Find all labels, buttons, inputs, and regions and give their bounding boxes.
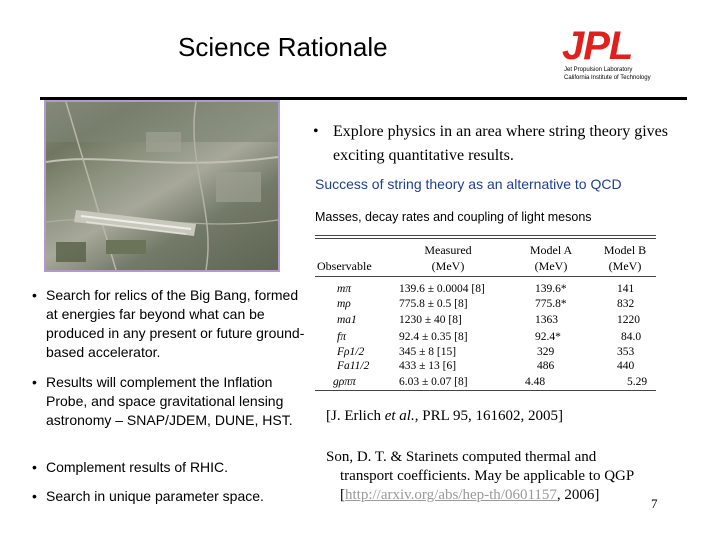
ref2-line3 [326,486,656,505]
ref2-line1: Son, D. T. & Starinets computed thermal and [326,449,597,465]
row-measured: 92.4 ± 0.35 [8] [399,331,468,343]
left-bullet-text: Search in unique parameter space. [46,488,264,504]
row-measured: 1230 ± 40 [8] [399,314,462,326]
header-model-a: Model A [529,243,573,257]
row-model-b: 5.29 [627,376,648,388]
row-measured: 433 ± 13 [6] [399,360,457,372]
row-obs: gρππ [333,376,356,388]
row-model-a: 92.4* [535,331,561,343]
row-model-a: 1363 [535,314,558,326]
jpl-logo-line2: California Institute of Technology [564,75,651,81]
ref2-post: , 2006] [556,487,600,503]
row-model-a: 329 [537,346,555,358]
row-model-a: 139.6* [535,283,567,295]
row-obs: mρ [337,298,351,310]
row-model-b: 440 [617,360,635,372]
row-model-b: 1220 [617,314,640,326]
left-bullet-text: Results will complement the Inflation Probe, and space gravitational lensing astronomy – SNAP/JDEM, DUNE, HST. [46,374,293,428]
bullet-marker: • [32,287,37,303]
bullet-marker: • [32,374,37,390]
row-model-a: 4.48 [525,376,546,388]
right-bullet [313,120,693,168]
ref2-line2: transport coefficients. May be applicable to QGP [340,468,635,484]
row-measured: 775.8 ± 0.5 [8] [399,298,468,310]
row-model-a: 486 [537,360,555,372]
left-bullet [32,286,310,362]
row-measured: 345 ± 8 [15] [399,346,457,358]
table-top-rule [315,235,656,236]
row-obs: Fa11/2 [337,360,370,372]
ref2-pre: [ [340,487,345,503]
son-reference [326,448,656,505]
bullet-marker: • [32,488,37,504]
left-bullet-text: Search for relics of the Big Bang, formed at energies far beyond what can be produced in any present or future ground-based accelerator. [46,287,305,360]
jpl-logo [562,26,662,82]
erlich-reference [326,408,563,425]
success-text: Success of string theory as an alternative to QCD [315,176,622,192]
ref1-italic: et al. [384,408,415,424]
aerial-photo [44,100,280,272]
bullet-marker: • [313,123,319,140]
page-number: 7 [651,496,658,511]
table-top-rule-2 [315,238,656,239]
arxiv-link[interactable]: http://arxiv.org/abs/hep-th/0601157 [345,487,557,503]
row-model-b: 84.0 [621,331,642,343]
row-model-b: 141 [617,283,635,295]
ref1-post: , PRL 95, 161602, 2005] [414,408,563,424]
left-bullet-text: Complement results of RHIC. [46,459,229,475]
row-obs: fπ [337,331,346,343]
row-measured: 6.03 ± 0.07 [8] [399,376,468,388]
table-header-rule [315,276,656,277]
header-measured: Measured [424,243,472,257]
header-observable: Observable [317,259,372,273]
row-obs: mπ [337,283,352,295]
row-obs: ma1 [337,314,357,326]
header-model-a-unit: (MeV) [534,259,568,273]
bullet-marker: • [32,459,37,475]
row-obs: Fρ1/2 [337,346,365,358]
row-model-b: 832 [617,298,635,310]
row-model-a: 775.8* [535,298,567,310]
jpl-logo-mark: JPL [562,24,633,68]
left-bullet [32,487,310,506]
table-bottom-rule [315,390,656,391]
left-bullet [32,458,310,477]
ref1-pre: [J. Erlich [326,408,385,424]
slide-title: Science Rationale [178,32,388,62]
header-model-b-unit: (MeV) [608,259,642,273]
right-bullet-text: Explore physics in an area where string theory gives exciting quantitative results. [333,123,669,164]
header-model-b: Model B [603,243,647,257]
header-measured-unit: (MeV) [431,259,465,273]
row-model-b: 353 [617,346,635,358]
meson-table [315,235,656,391]
left-bullet [32,373,310,430]
aerial-photo-graphic [46,102,278,270]
masses-text: Masses, decay rates and coupling of light mesons [315,210,592,224]
jpl-logo-line1: Jet Propulsion Laboratory [564,67,633,73]
row-measured: 139.6 ± 0.0004 [8] [399,283,485,295]
